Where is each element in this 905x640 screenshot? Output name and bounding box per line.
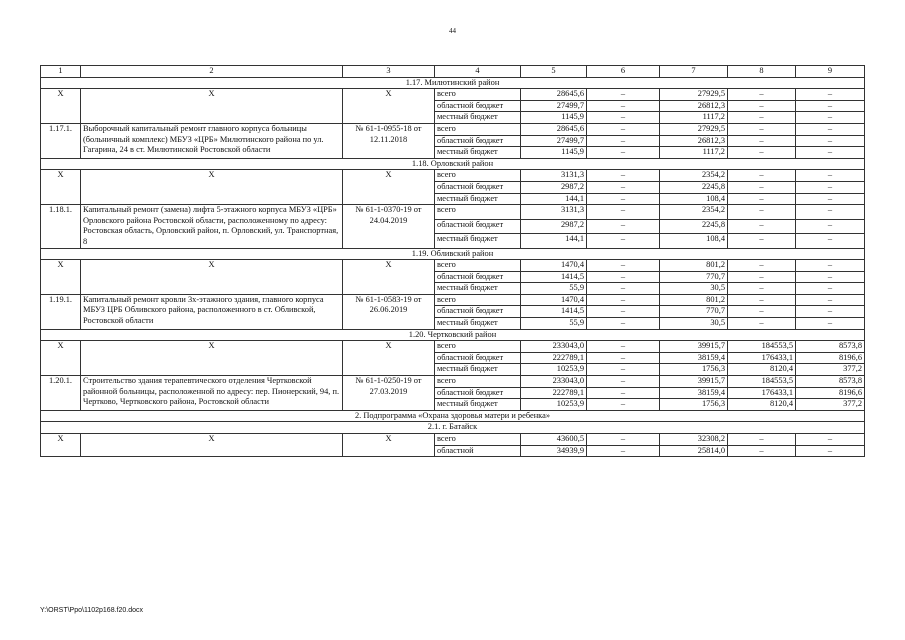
funding-source-cell: всего [435, 170, 521, 182]
funding-source-cell: всего [435, 376, 521, 388]
funding-source-cell: всего [435, 434, 521, 446]
value-col5-cell: 222789,1 [521, 352, 587, 364]
value-col5-cell: 10253,9 [521, 364, 587, 376]
value-col7-cell: 1117,2 [660, 112, 728, 124]
value-col6-cell: – [587, 306, 660, 318]
section-title: 1.19. Обливский район [41, 248, 865, 260]
value-col8-cell: 176433,1 [728, 352, 796, 364]
value-col9-cell: – [796, 283, 865, 295]
value-col6-cell: – [587, 89, 660, 101]
funding-source-cell: местный бюджет [435, 318, 521, 330]
value-col5-cell: 144,1 [521, 193, 587, 205]
value-col6-cell: – [587, 364, 660, 376]
value-col7-cell: 26812,3 [660, 135, 728, 147]
object-name-cell: Капитальный ремонт кровли 3х-этажного здания, главного корпуса МБУЗ ЦРБ Обливского района, расположенного в ст. Обливской, Ростовской области [81, 294, 343, 329]
value-col9-cell: – [796, 234, 865, 248]
value-col5-cell: 1145,9 [521, 112, 587, 124]
value-col9-cell: – [796, 100, 865, 112]
table-row [41, 260, 865, 272]
funding-source-cell: местный бюджет [435, 112, 521, 124]
row-number-cell: 1.20.1. [41, 376, 81, 411]
table-row [41, 170, 865, 182]
value-col5-cell: 28645,6 [521, 123, 587, 135]
value-col5-cell: 55,9 [521, 318, 587, 330]
row-number-cell: X [41, 434, 81, 457]
value-col5-cell: 28645,6 [521, 89, 587, 101]
value-col8-cell: – [728, 271, 796, 283]
value-col8-cell: – [728, 434, 796, 446]
value-col9-cell: 377,2 [796, 364, 865, 376]
table-row [41, 123, 865, 135]
value-col5-cell: 233043,0 [521, 376, 587, 388]
value-col5-cell: 1414,5 [521, 271, 587, 283]
value-col7-cell: 26812,3 [660, 100, 728, 112]
value-col8-cell: – [728, 147, 796, 159]
value-col7-cell: 2245,8 [660, 219, 728, 233]
value-col9-cell: – [796, 219, 865, 233]
value-col6-cell: – [587, 387, 660, 399]
value-col8-cell: 8120,4 [728, 364, 796, 376]
expertise-number-cell: X [343, 89, 435, 124]
file-path-footer: Y:\ORST\Ppo\1102p168.f20.docx [40, 607, 143, 614]
value-col6-cell: – [587, 434, 660, 446]
value-col8-cell: 176433,1 [728, 387, 796, 399]
object-name-cell: Капитальный ремонт (замена) лифта 5-этажного корпуса МБУЗ «ЦРБ» Орловского района Ростовской области, расположенному по адресу: Ростовская область, Орловский район, п. Орловский, ул. Транспортная, 8 [81, 205, 343, 248]
object-name-cell: Строительство здания терапевтического отделения Чертковской районной больницы, расположенной по адресу: пер. Пионерский, 94, п. Чертково, Чертковского района, Ростовской области [81, 376, 343, 411]
value-col9-cell: – [796, 123, 865, 135]
value-col9-cell: – [796, 434, 865, 446]
value-col7-cell: 801,2 [660, 260, 728, 272]
object-name-cell: X [81, 434, 343, 457]
value-col7-cell: 770,7 [660, 306, 728, 318]
value-col9-cell: 8573,8 [796, 341, 865, 353]
value-col6-cell: – [587, 112, 660, 124]
value-col5-cell: 2987,2 [521, 181, 587, 193]
value-col8-cell: – [728, 205, 796, 219]
value-col5-cell: 34939,9 [521, 445, 587, 457]
expertise-number-cell: X [343, 341, 435, 376]
value-col6-cell: – [587, 181, 660, 193]
value-col8-cell: – [728, 135, 796, 147]
value-col5-cell: 3131,3 [521, 205, 587, 219]
column-header: 6 [587, 66, 660, 78]
section-title: 1.18. Орловский район [41, 158, 865, 170]
value-col7-cell: 2354,2 [660, 170, 728, 182]
section-title: 1.20. Чертковский район [41, 329, 865, 341]
value-col9-cell: – [796, 170, 865, 182]
value-col7-cell: 2245,8 [660, 181, 728, 193]
funding-source-cell: местный бюджет [435, 399, 521, 411]
funding-source-cell: областной бюджет [435, 100, 521, 112]
value-col8-cell: – [728, 234, 796, 248]
value-col7-cell: 108,4 [660, 193, 728, 205]
funding-source-cell: местный бюджет [435, 364, 521, 376]
table-row [41, 205, 865, 219]
value-col9-cell: – [796, 112, 865, 124]
column-header: 8 [728, 66, 796, 78]
funding-source-cell: всего [435, 123, 521, 135]
value-col9-cell: – [796, 318, 865, 330]
value-col8-cell: 184553,5 [728, 341, 796, 353]
value-col5-cell: 233043,0 [521, 341, 587, 353]
section-row [41, 329, 865, 341]
expertise-number-cell: X [343, 170, 435, 205]
value-col8-cell: 8120,4 [728, 399, 796, 411]
value-col8-cell: – [728, 170, 796, 182]
value-col7-cell: 2354,2 [660, 205, 728, 219]
column-header: 4 [435, 66, 521, 78]
funding-source-cell: областной бюджет [435, 181, 521, 193]
value-col6-cell: – [587, 318, 660, 330]
value-col5-cell: 10253,9 [521, 399, 587, 411]
value-col9-cell: 8196,6 [796, 352, 865, 364]
funding-source-cell: местный бюджет [435, 283, 521, 295]
row-number-cell: X [41, 89, 81, 124]
value-col7-cell: 1117,2 [660, 147, 728, 159]
column-header: 7 [660, 66, 728, 78]
value-col8-cell: – [728, 112, 796, 124]
value-col6-cell: – [587, 193, 660, 205]
value-col8-cell: – [728, 294, 796, 306]
value-col6-cell: – [587, 123, 660, 135]
funding-source-cell: областной бюджет [435, 135, 521, 147]
value-col7-cell: 38159,4 [660, 352, 728, 364]
value-col8-cell: – [728, 89, 796, 101]
value-col9-cell: – [796, 181, 865, 193]
value-col5-cell: 2987,2 [521, 219, 587, 233]
value-col9-cell: 377,2 [796, 399, 865, 411]
value-col6-cell: – [587, 271, 660, 283]
section-title: 1.17. Милютинский район [41, 77, 865, 89]
value-col7-cell: 801,2 [660, 294, 728, 306]
value-col5-cell: 1414,5 [521, 306, 587, 318]
value-col5-cell: 55,9 [521, 283, 587, 295]
value-col6-cell: – [587, 135, 660, 147]
value-col9-cell: – [796, 205, 865, 219]
funding-source-cell: областной [435, 445, 521, 457]
table-row [41, 376, 865, 388]
value-col6-cell: – [587, 399, 660, 411]
expertise-number-cell: № 61-1-0955-18 от 12.11.2018 [343, 123, 435, 158]
expertise-number-cell: № 61-1-0370-19 от 24.04.2019 [343, 205, 435, 248]
value-col5-cell: 1145,9 [521, 147, 587, 159]
column-header: 2 [81, 66, 343, 78]
table-row [41, 89, 865, 101]
value-col8-cell: – [728, 219, 796, 233]
value-col9-cell: – [796, 260, 865, 272]
funding-source-cell: местный бюджет [435, 193, 521, 205]
value-col7-cell: 39915,7 [660, 376, 728, 388]
section-row [41, 410, 865, 422]
row-number-cell: 1.19.1. [41, 294, 81, 329]
value-col5-cell: 144,1 [521, 234, 587, 248]
funding-source-cell: всего [435, 294, 521, 306]
value-col9-cell: – [796, 445, 865, 457]
section-row [41, 248, 865, 260]
expertise-number-cell: № 61-1-0250-19 от 27.03.2019 [343, 376, 435, 411]
object-name-cell: Выборочный капитальный ремонт главного корпуса больницы (больничный комплекс) МБУЗ «ЦРБ» Милютинского района по ул. Гагарина, 24 в ст. Милютинской Ростовской области [81, 123, 343, 158]
section-row [41, 77, 865, 89]
value-col8-cell: – [728, 100, 796, 112]
value-col8-cell: – [728, 306, 796, 318]
value-col7-cell: 1756,3 [660, 399, 728, 411]
column-header: 9 [796, 66, 865, 78]
value-col7-cell: 27929,5 [660, 89, 728, 101]
funding-source-cell: областной бюджет [435, 271, 521, 283]
funding-source-cell: областной бюджет [435, 352, 521, 364]
value-col9-cell: – [796, 306, 865, 318]
value-col6-cell: – [587, 147, 660, 159]
value-col5-cell: 27499,7 [521, 100, 587, 112]
page-number: 44 [449, 27, 456, 35]
value-col7-cell: 38159,4 [660, 387, 728, 399]
section-row [41, 158, 865, 170]
value-col6-cell: – [587, 283, 660, 295]
value-col8-cell: – [728, 283, 796, 295]
funding-source-cell: местный бюджет [435, 234, 521, 248]
value-col6-cell: – [587, 445, 660, 457]
value-col5-cell: 1470,4 [521, 260, 587, 272]
value-col8-cell: – [728, 123, 796, 135]
value-col9-cell: – [796, 147, 865, 159]
value-col7-cell: 770,7 [660, 271, 728, 283]
value-col7-cell: 27929,5 [660, 123, 728, 135]
value-col6-cell: – [587, 234, 660, 248]
column-header: 3 [343, 66, 435, 78]
funding-source-cell: всего [435, 205, 521, 219]
value-col9-cell: – [796, 89, 865, 101]
expertise-number-cell: X [343, 260, 435, 295]
value-col6-cell: – [587, 205, 660, 219]
object-name-cell: X [81, 341, 343, 376]
row-number-cell: X [41, 260, 81, 295]
object-name-cell: X [81, 260, 343, 295]
value-col6-cell: – [587, 376, 660, 388]
value-col9-cell: – [796, 135, 865, 147]
funding-source-cell: областной бюджет [435, 219, 521, 233]
funding-source-cell: областной бюджет [435, 306, 521, 318]
funding-source-cell: всего [435, 341, 521, 353]
table-row [41, 434, 865, 446]
row-number-cell: X [41, 341, 81, 376]
row-number-cell: X [41, 170, 81, 205]
value-col6-cell: – [587, 352, 660, 364]
budget-table [40, 65, 865, 457]
value-col6-cell: – [587, 170, 660, 182]
object-name-cell: X [81, 170, 343, 205]
value-col8-cell: – [728, 181, 796, 193]
value-col5-cell: 222789,1 [521, 387, 587, 399]
value-col6-cell: – [587, 260, 660, 272]
table-row [41, 341, 865, 353]
table-body [41, 66, 865, 457]
value-col8-cell: – [728, 193, 796, 205]
value-col5-cell: 1470,4 [521, 294, 587, 306]
section-title: 2.1. г. Батайск [41, 422, 865, 434]
value-col6-cell: – [587, 341, 660, 353]
value-col5-cell: 3131,3 [521, 170, 587, 182]
funding-source-cell: всего [435, 89, 521, 101]
value-col7-cell: 30,5 [660, 318, 728, 330]
column-header: 1 [41, 66, 81, 78]
value-col7-cell: 108,4 [660, 234, 728, 248]
value-col8-cell: 184553,5 [728, 376, 796, 388]
value-col7-cell: 30,5 [660, 283, 728, 295]
value-col6-cell: – [587, 100, 660, 112]
section-title: 2. Подпрограмма «Охрана здоровья матери и ребенка» [41, 410, 865, 422]
expertise-number-cell: X [343, 434, 435, 457]
table-row [41, 294, 865, 306]
object-name-cell: X [81, 89, 343, 124]
value-col7-cell: 1756,3 [660, 364, 728, 376]
funding-source-cell: всего [435, 260, 521, 272]
value-col7-cell: 39915,7 [660, 341, 728, 353]
funding-source-cell: областной бюджет [435, 387, 521, 399]
value-col8-cell: – [728, 445, 796, 457]
value-col9-cell: 8196,6 [796, 387, 865, 399]
value-col6-cell: – [587, 294, 660, 306]
value-col7-cell: 25814,0 [660, 445, 728, 457]
value-col5-cell: 43600,5 [521, 434, 587, 446]
funding-source-cell: местный бюджет [435, 147, 521, 159]
value-col9-cell: – [796, 193, 865, 205]
value-col9-cell: 8573,8 [796, 376, 865, 388]
row-number-cell: 1.17.1. [41, 123, 81, 158]
value-col9-cell: – [796, 294, 865, 306]
section-row [41, 422, 865, 434]
column-header: 5 [521, 66, 587, 78]
value-col5-cell: 27499,7 [521, 135, 587, 147]
row-number-cell: 1.18.1. [41, 205, 81, 248]
column-header-row [41, 66, 865, 78]
value-col8-cell: – [728, 318, 796, 330]
value-col8-cell: – [728, 260, 796, 272]
value-col6-cell: – [587, 219, 660, 233]
value-col7-cell: 32308,2 [660, 434, 728, 446]
value-col9-cell: – [796, 271, 865, 283]
expertise-number-cell: № 61-1-0583-19 от 26.06.2019 [343, 294, 435, 329]
